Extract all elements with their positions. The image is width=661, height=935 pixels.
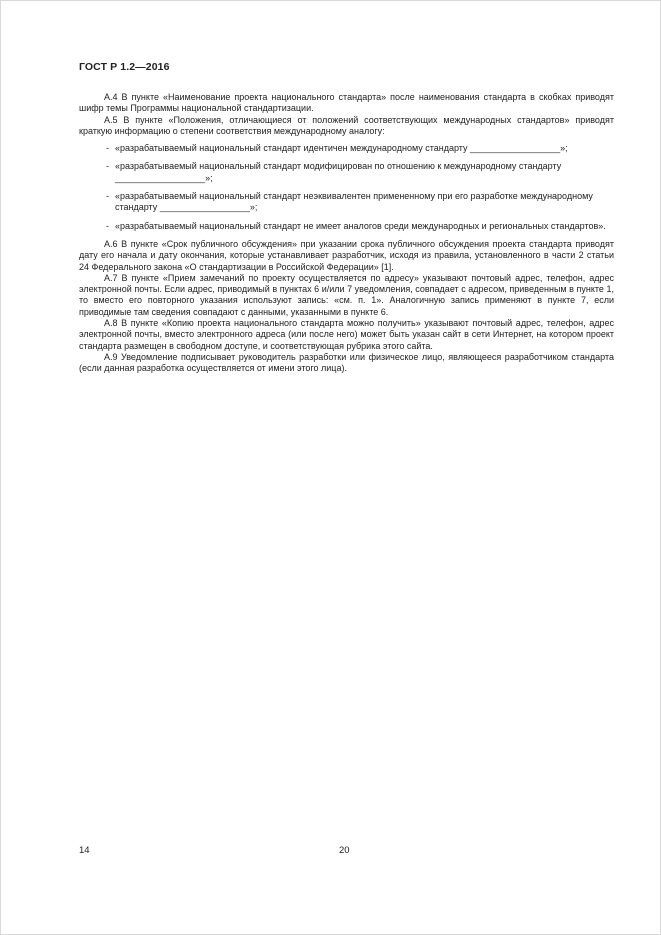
page-number-left: 14 bbox=[79, 845, 90, 856]
paragraph-a9: А.9 Уведомление подписывает руководитель разработки или физическое лицо, являющееся разработчиком стандарта (если данная разработка осуществляется от имени этого лица). bbox=[79, 351, 614, 374]
list-dash: - bbox=[106, 191, 109, 202]
list-dash: - bbox=[106, 161, 109, 172]
list-item-text: «разрабатываемый национальный стандарт идентичен международному стандарту __________________»; bbox=[115, 143, 568, 154]
document-body bbox=[79, 92, 614, 375]
paragraph-a7: А.7 В пункте «Прием замечаний по проекту осуществляется по адресу» указывают почтовый адрес, телефон, адрес электронной почты. Если адрес, приводимый в пунктах 6 и/или 7 уведомления, совпадает с адресом, приведенным в пункте 1, то вместо его повторного указания используют запись: «см. п. 1». Аналогичную запись применяют в пункте 7, если приводимые там сведения совпадают с данными, указанными в пункте 6. bbox=[79, 272, 614, 317]
page-header-title: ГОСТ Р 1.2—2016 bbox=[79, 61, 170, 73]
paragraph-a8: А.8 В пункте «Копию проекта национального стандарта можно получить» указывают почтовый адрес, телефон, адрес электронной почты, вместо электронного адреса (или после него) может быть указан сайт в сети Интернет, на котором проект стандарта размещен в свободном доступе, и соответствующая рубрика этого сайта. bbox=[79, 318, 614, 351]
list-item bbox=[79, 191, 614, 214]
list-item-text: «разрабатываемый национальный стандарт не имеет аналогов среди международных и региональных стандартов». bbox=[115, 220, 606, 231]
conformity-list bbox=[79, 143, 614, 232]
list-dash: - bbox=[106, 220, 109, 231]
paragraph-a4: А.4 В пункте «Наименование проекта национального стандарта» после наименования стандарта в скобках приводят шифр темы Программы национальной стандартизации. bbox=[79, 92, 614, 114]
list-item-text: «разрабатываемый национальный стандарт модифицирован по отношению к международному стандарту __________________»; bbox=[115, 161, 562, 183]
list-item-text: «разрабатываемый национальный стандарт неэквивалентен примененному при его разработке международному стандарту __________________»; bbox=[115, 191, 593, 213]
paragraph-a6: А.6 В пункте «Срок публичного обсуждения» при указании срока публичного обсуждения проекта стандарта приводят дату его начала и дату окончания, которые устанавливает разработчик, исходя из правила, установленного в части 2 статьи 24 Федерального закона «О стандартизации в Российской Федерации» [1]. bbox=[79, 238, 614, 272]
list-dash: - bbox=[106, 143, 109, 154]
list-item bbox=[79, 221, 614, 232]
paragraph-a5: А.5 В пункте «Положения, отличающиеся от положений соответствующих международных стандартов» приводят краткую информацию о степени соответствия международному аналогу: bbox=[79, 114, 614, 136]
page-number-center: 20 bbox=[339, 845, 350, 856]
list-item bbox=[79, 143, 614, 154]
list-item bbox=[79, 161, 614, 184]
